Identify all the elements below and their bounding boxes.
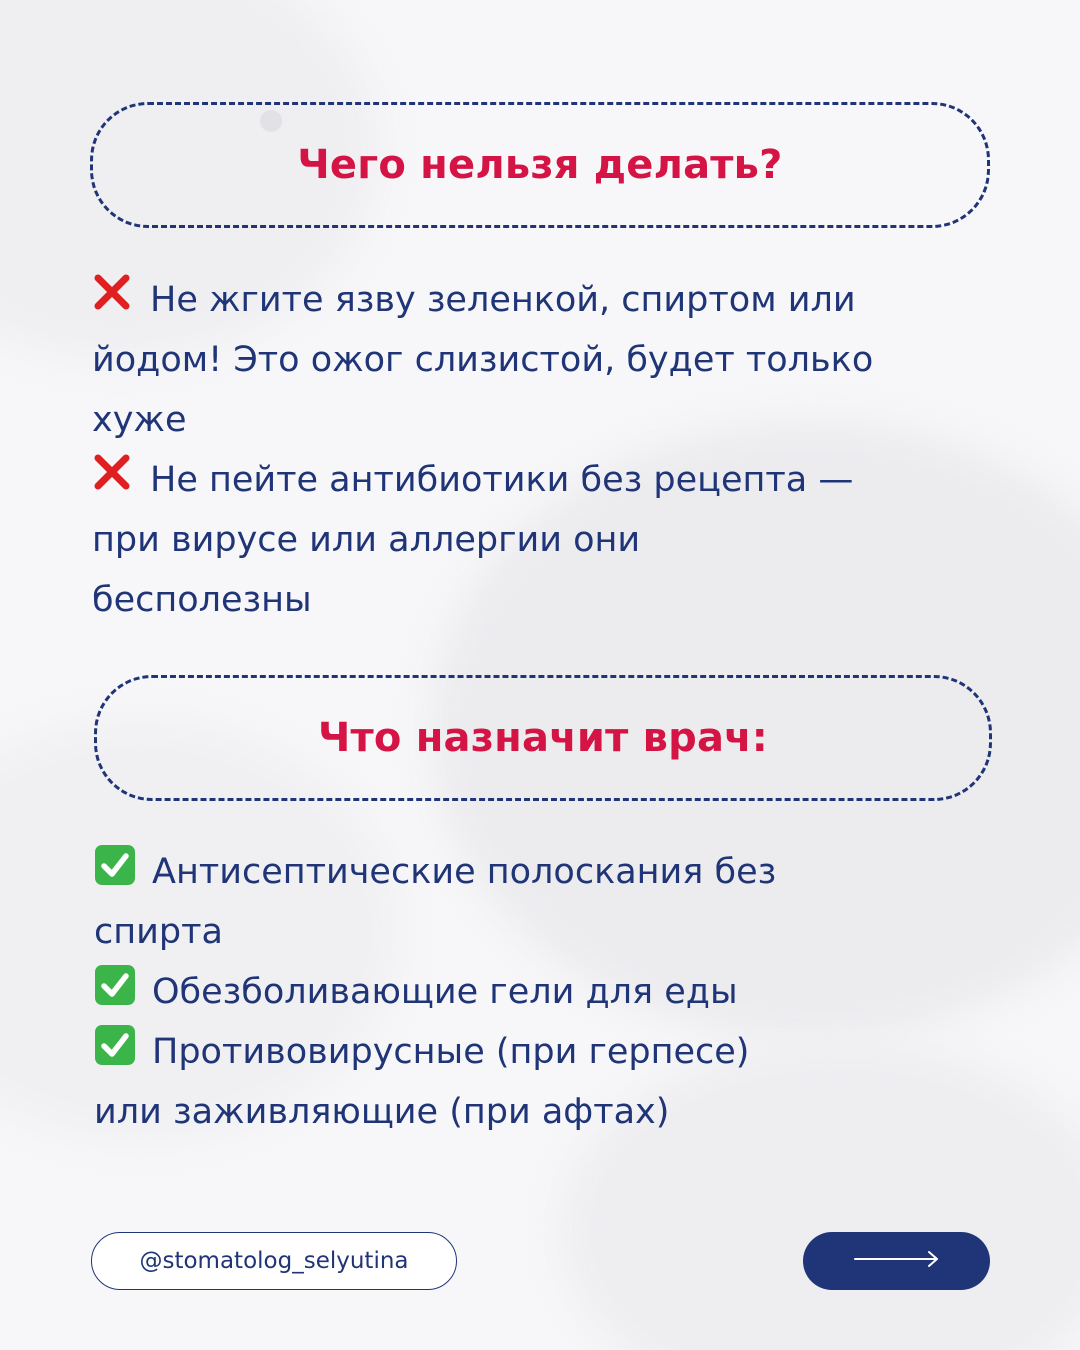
list-item <box>94 1022 994 1142</box>
list-item-text: или заживляющие (при афтах) <box>94 1092 670 1132</box>
list-item-text: йодом! Это ожог слизистой, будет только <box>92 340 874 380</box>
cross-mark-icon <box>92 452 150 496</box>
list-item-text: Не жгите язву зеленкой, спиртом или <box>150 280 856 320</box>
cross-mark-icon <box>92 272 150 316</box>
arrow-right-icon <box>853 1249 941 1273</box>
check-mark-icon <box>94 844 152 888</box>
list-item-text: Обезболивающие гели для еды <box>152 972 738 1012</box>
dont-list <box>92 270 992 630</box>
section-title-box-dont <box>90 102 990 228</box>
author-handle-link[interactable]: @stomatolog_selyutina <box>91 1232 457 1290</box>
list-item-text: спирта <box>94 912 223 952</box>
list-item <box>92 270 992 450</box>
list-item-text: Не пейте антибиотики без рецепта — <box>150 460 854 500</box>
list-item-text: при вирусе или аллергии они <box>92 520 641 560</box>
list-item-text: бесполезны <box>92 580 312 620</box>
check-mark-icon <box>94 964 152 1008</box>
check-mark-icon <box>94 1024 152 1068</box>
doctor-list <box>94 842 994 1142</box>
list-item-text: Противовирусные (при герпесе) <box>152 1032 750 1072</box>
list-item <box>94 842 994 962</box>
list-item-text: Антисептические полоскания без <box>152 852 777 892</box>
section-title-box-doctor <box>94 675 992 801</box>
list-item <box>92 450 992 630</box>
list-item-text: хуже <box>92 400 187 440</box>
section-title-doctor: Что назначит врач: <box>317 715 768 761</box>
list-item <box>94 962 994 1022</box>
section-title-dont: Чего нельзя делать? <box>297 142 783 188</box>
next-button[interactable] <box>803 1232 990 1290</box>
